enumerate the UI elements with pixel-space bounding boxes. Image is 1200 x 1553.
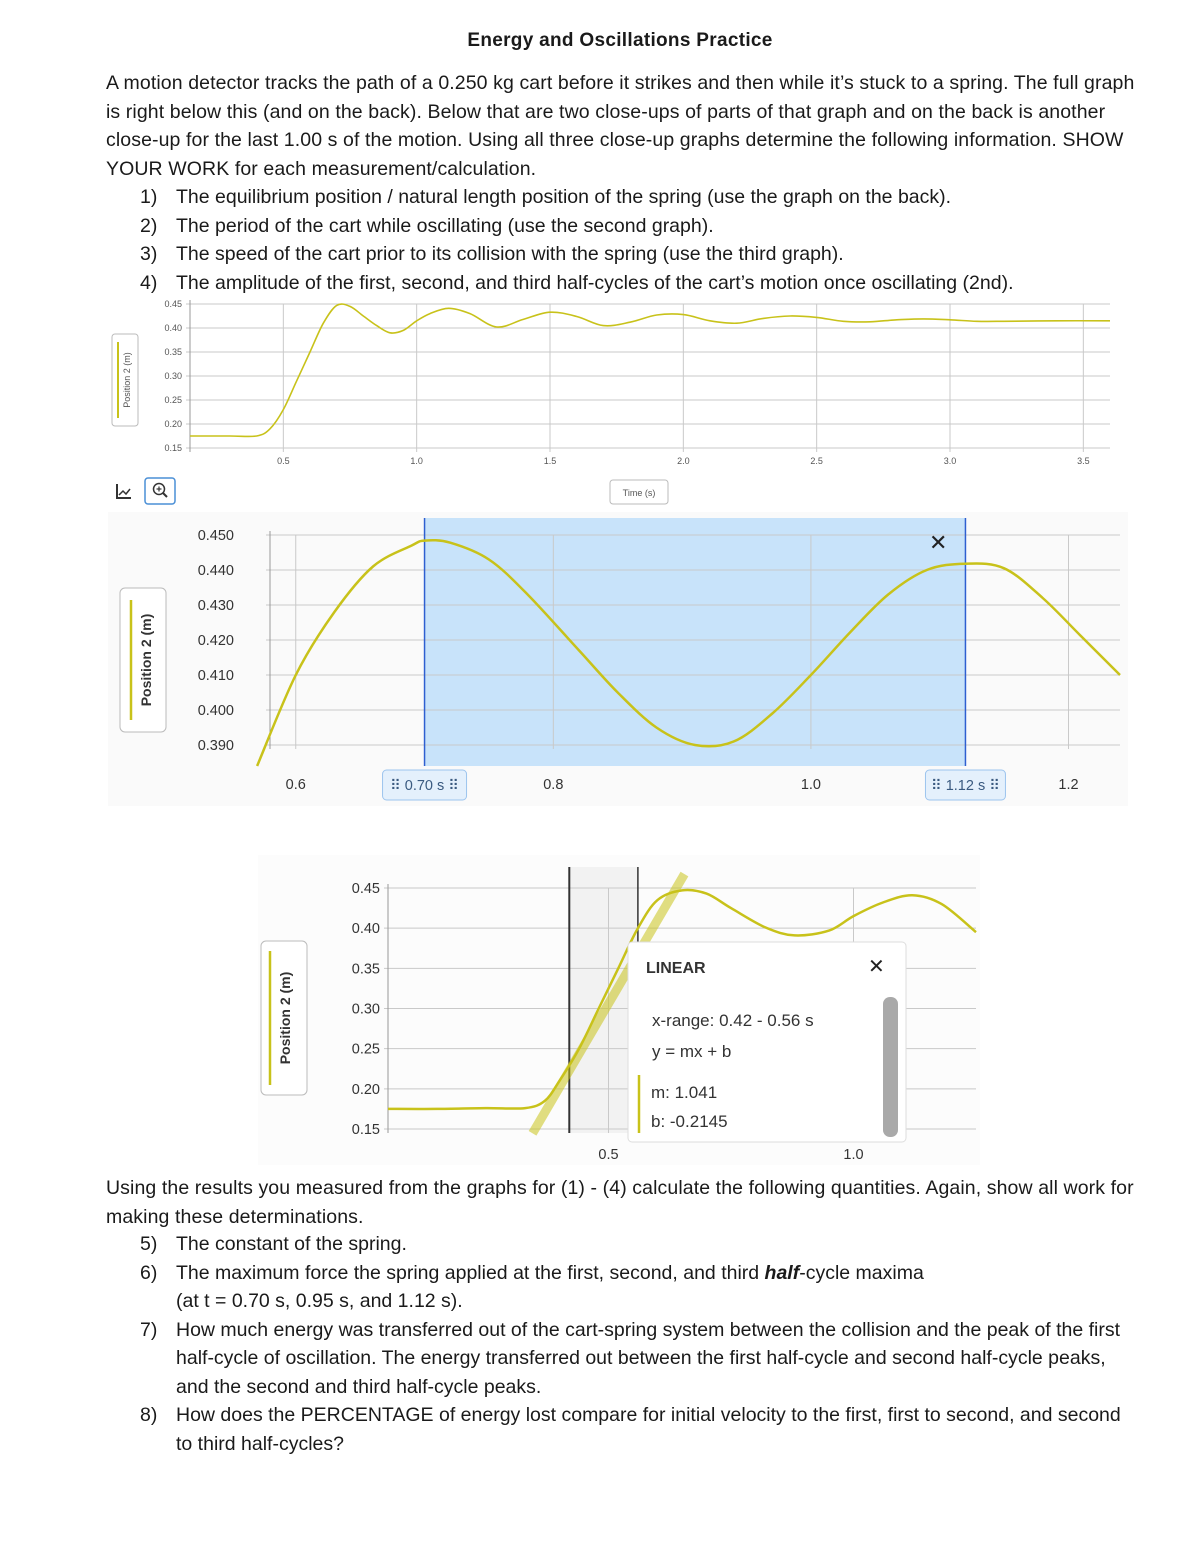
y-tick-label: 0.25	[351, 1041, 380, 1058]
intro-paragraph: A motion detector tracks the path of a 0.250 kg cart before it strikes and then while it’s stuck to a spring. The full graph is right below this (and on the back). Below that are two close-ups of parts of that graph and on the back is another close-up for the last 1.00 s of the motion. Using all three close-up graphs determine the following information. SHOW YOUR WORK for each measurement/calculation.	[106, 72, 1135, 180]
full-position-graph	[108, 296, 1128, 510]
question-7: 7) How much energy was transferred out of the cart-spring system between the collision and the peak of the first half-cycle of oscillation. The energy transferred out between the first half-cycle and second half-cycle peaks, and the second and third half-cycle peaks.	[140, 1318, 1121, 1398]
y-tick-label: 0.45	[164, 299, 182, 309]
x-tick-label: 2.5	[810, 456, 823, 466]
x-tick-label: 0.5	[598, 1147, 619, 1163]
question-2: 2) The period of the cart while oscillating (use the second graph).	[140, 214, 714, 237]
selection-start-handle[interactable]	[383, 770, 467, 800]
question-list-a	[140, 183, 1140, 297]
close-fit-panel-icon[interactable]: ✕	[868, 956, 885, 978]
y-tick-label: 0.430	[197, 598, 234, 614]
y-tick-label: 0.15	[164, 443, 182, 453]
question-4: 4) The amplitude of the first, second, and third half-cycles of the cart’s motion once oscillating (2nd).	[140, 271, 1014, 294]
question-3: 3) The speed of the cart prior to its collision with the spring (use the third graph).	[140, 243, 844, 265]
page-title: Energy and Oscillations Practice	[467, 30, 773, 51]
y-tick-label: 0.15	[351, 1122, 380, 1138]
selection-end-label: ⠿ 1.12 s ⠿	[931, 778, 1000, 794]
y-tick-label: 0.35	[164, 347, 182, 357]
x-tick-label: 1.0	[800, 777, 821, 793]
fit-panel-scrollbar[interactable]	[883, 997, 898, 1137]
x-tick-label: 2.0	[677, 456, 690, 466]
y-tick-label: 0.35	[351, 961, 380, 978]
x-tick-label: 0.5	[277, 456, 290, 466]
y-axis-label: Position 2 (m)	[277, 971, 293, 1065]
y-tick-label: 0.420	[197, 633, 234, 649]
y-tick-label: 0.440	[197, 563, 234, 579]
y-tick-label: 0.30	[351, 1001, 380, 1018]
x-tick-label: 1.2	[1058, 777, 1079, 793]
chart-axes-icon[interactable]	[112, 480, 134, 502]
close-selection-icon[interactable]: ✕	[929, 530, 948, 555]
question-1: 1) The equilibrium position / natural length position of the spring (use the graph on the back).	[140, 186, 952, 208]
fit-x-range: x-range: 0.42 - 0.56 s	[652, 1011, 814, 1030]
y-tick-label: 0.45	[351, 881, 380, 897]
y-tick-label: 0.450	[197, 528, 234, 544]
y-tick-label: 0.410	[197, 668, 234, 684]
question-8: 8) How does the PERCENTAGE of energy lost compare for initial velocity to the first, first to second, and second to third half-cycles?	[140, 1404, 1121, 1455]
x-tick-label: 0.8	[543, 777, 564, 793]
fit-panel-title: LINEAR	[646, 960, 706, 977]
fit-slope: m: 1.041	[651, 1083, 718, 1102]
x-tick-label: 1.0	[410, 456, 423, 466]
y-tick-label: 0.400	[197, 703, 234, 719]
y-axis-label: Position 2 (m)	[138, 613, 154, 707]
y-axis-label: Position 2 (m)	[122, 352, 132, 408]
x-tick-label: 3.5	[1077, 456, 1090, 466]
question-6: 6) The maximum force the spring applied at the first, second, and third half-cycle maxima (at t = 0.70 s, 0.95 s, and 1.12 s).	[140, 1261, 924, 1312]
x-tick-label: 1.0	[843, 1147, 864, 1163]
zoom-icon[interactable]	[145, 478, 175, 504]
x-tick-label: 3.0	[943, 456, 957, 466]
x-tick-label: 0.6	[285, 777, 306, 793]
question-list-b	[140, 1230, 1140, 1458]
selection-region[interactable]	[425, 518, 966, 766]
fit-intercept: b: -0.2145	[651, 1112, 728, 1131]
y-tick-label: 0.390	[197, 738, 234, 754]
selection-start-label: ⠿ 0.70 s ⠿	[390, 778, 459, 794]
linear-fit-panel	[628, 942, 906, 1142]
period-closeup-graph	[108, 512, 1128, 806]
y-tick-label: 0.20	[351, 1081, 380, 1098]
y-tick-label: 0.40	[164, 323, 182, 333]
fit-equation: y = mx + b	[652, 1042, 732, 1061]
question-5: 5) The constant of the spring.	[140, 1233, 407, 1255]
linear-fit-graph	[258, 855, 980, 1165]
position-series-line	[190, 304, 1110, 437]
y-tick-label: 0.25	[164, 395, 182, 405]
y-tick-label: 0.20	[164, 419, 182, 429]
x-axis-label: Time (s)	[622, 488, 656, 498]
y-tick-label: 0.40	[351, 921, 380, 938]
x-tick-label: 1.5	[543, 456, 557, 466]
selection-end-handle[interactable]	[925, 770, 1005, 800]
outro-paragraph: Using the results you measured from the graphs for (1) - (4) calculate the following quantities. Again, show all work for making these determinations.	[106, 1177, 1134, 1228]
y-tick-label: 0.30	[164, 371, 182, 381]
